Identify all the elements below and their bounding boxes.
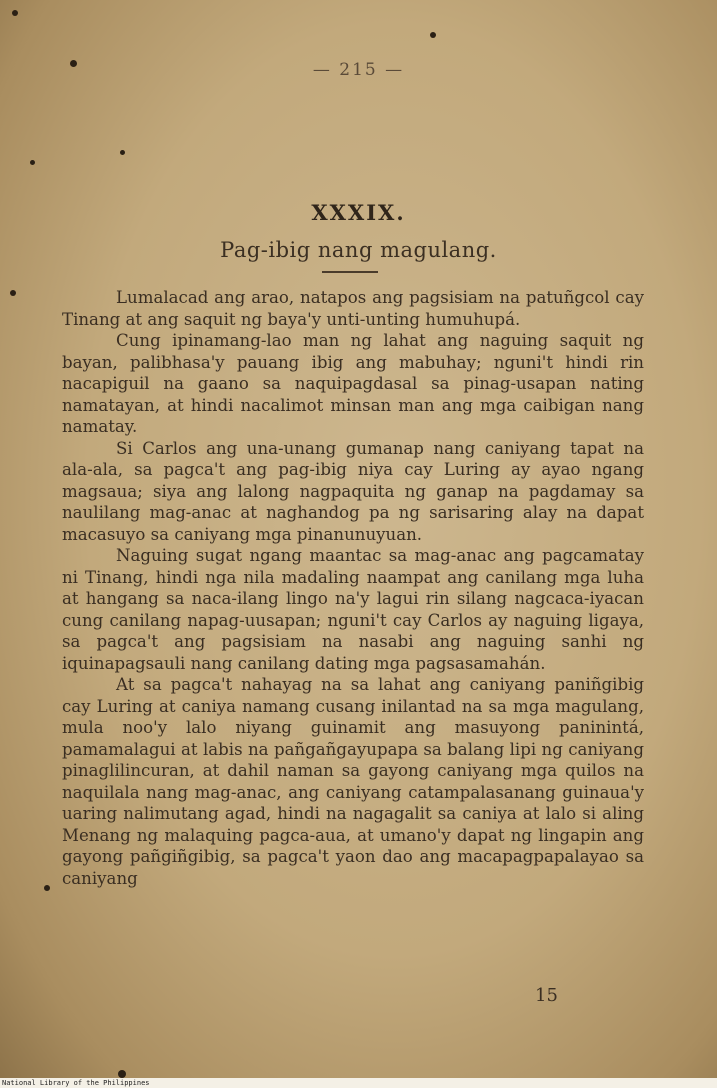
ink-spot [118,1070,126,1078]
ink-spot [44,885,50,891]
paragraph: Si Carlos ang una-unang gumanap nang caniyang tapat na ala-ala, sa pagca't ang pag-ibig niya cay Luring ay ayao ngang magsaua; siya ang lalong nagpaquita ng ganap na pagdamay sa naulilang mag-anac at naghandog pa ng sarisaring alay na dapat macasuyo sa caniyang mga pinanunuyuan. [62,438,644,544]
ink-spot [10,290,16,296]
paragraph: Lumalacad ang arao, natapos ang pagsisiam na patuñgcol cay Tinang at ang saquit ng baya'y unti-unting humuhupá. [62,288,644,329]
page-number: — 215 — [312,60,405,80]
signature-mark: 15 [535,985,558,1006]
ink-spot [12,10,18,16]
chapter-heading: XXXIX. [311,200,406,225]
ink-spot [430,32,436,38]
body-text [62,287,644,889]
paragraph: Cung ipinamang-lao man ng lahat ang naguing saquit ng bayan, palibhasa'y pauang ibig ang mabuhay; nguni't hindi rin nacapiguil na gaano sa naquipagdasal sa pinag-usapan nating namatayan, at hindi nacalimot minsan man ang mga caibigan nang namatay. [62,331,644,436]
ink-spot [120,150,125,155]
footer-credit: National Library of the Philippines [0,1078,717,1088]
ink-spot [30,160,35,165]
paragraph: At sa pagca't nahayag na sa lahat ang caniyang paniñgibig cay Luring at caniya namang cusang inilantad na sa mga magulang, mula noo'y lalo niyang guinamit ang masuyong paninintá, pamamalagui at labis na pañgañgayupapa sa balang lipi ng caniyang pinaglilincuran, at dahil naman sa gayong caniyang mga quilos na naquilala nang mag-anac, ang caniyang catampalasanang guinaua'y uaring nalimutang agad, hindi na nagagalit sa caniya at lalo si aling Menang ng malaquing pagca-aua, at umano'y dapat ng lingapin ang gayong pañgiñgibig, sa pagca't yaon dao ang macapagpapalayao sa caniyang [62,675,644,888]
chapter-title: Pag-ibig nang magulang. [220,238,497,262]
title-rule [322,271,378,273]
paragraph: Naguing sugat ngang maantac sa mag-anac ang pagcamatay ni Tinang, hindi nga nila madaling naampat ang canilang mga luha at hangang sa naca-ilang lingo na'y lagui rin silang nagcaca-iyacan cung canilang napag-uusapan; nguni't cay Carlos ay naguing ligaya, sa pagca't ang pagsisiam na nasabi ang naguing sanhi ng iquinapagsauli nang canilang dating mga pagsasamahán. [62,546,644,673]
